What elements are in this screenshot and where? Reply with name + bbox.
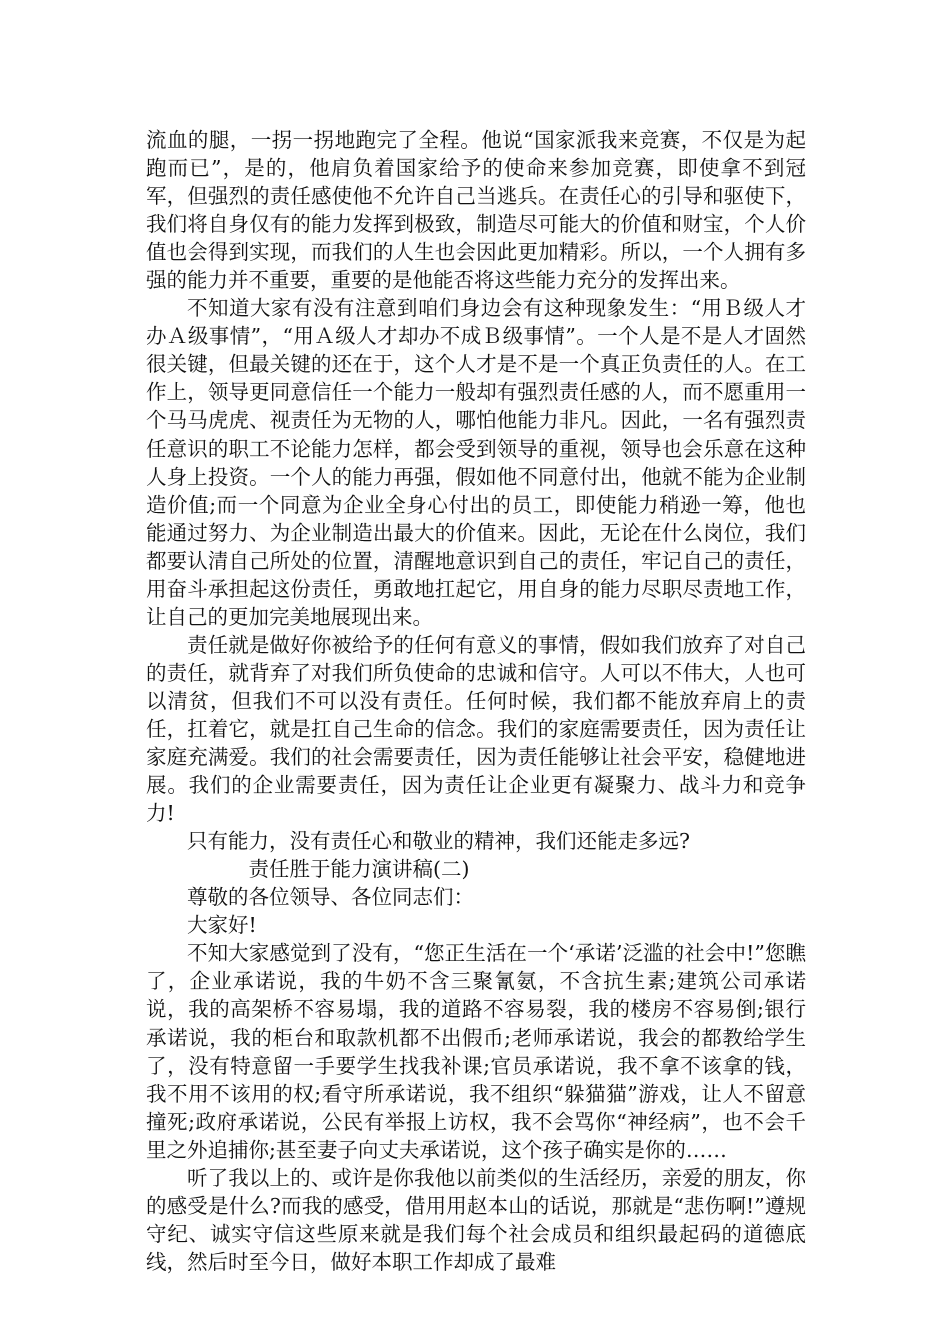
document-page xyxy=(146,126,806,1276)
paragraph: 不知大家感觉到了没有，“您正生活在一个‘承诺’泛滥的社会中!”您瞧了，企业承诺说，我的牛奶不含三聚氰氨，不含抗生素;建筑公司承诺说，我的高架桥不容易塌，我的道路不容易裂，我的楼房不容易倒;银行承诺说，我的柜台和取款机都不出假币;老师承诺说，我会的都教给学生了，没有特意留一手要学生找我补课;官员承诺说，我不拿不该拿的钱，我不用不该用的权;看守所承诺说，我不组织“躲猫猫”游戏，让人不留意撞死;政府承诺说，公民有举报上访权，我不会骂你“神经病”，也不会千里之外追捕你;甚至妻子向丈夫承诺说，这个孩子确实是你的…… xyxy=(146,941,806,1162)
paragraph: 不知道大家有没有注意到咱们身边会有这种现象发生：“用Ｂ级人才办Ａ级事情”，“用Ａ级人才却办不成Ｂ级事情”。一个人是不是人才固然很关键，但最关键的还在于，这个人才是不是一个真正负责任的人。在工作上，领导更同意信任一个能力一般却有强烈责任感的人，而不愿重用一个马马虎虎、视责任为无物的人，哪怕他能力非凡。因此，一名有强烈责任意识的职工不论能力怎样，都会受到领导的重视，领导也会乐意在这种人身上投资。一个人的能力再强，假如他不同意付出，他就不能为企业制造价值;而一个同意为企业全身心付出的员工，即使能力稍逊一筹，他也能通过努力、为企业制造出最大的价值来。因此，无论在什么岗位，我们都要认清自己所处的位置，清醒地意识到自己的责任，牢记自己的责任，用奋斗承担起这份责任，勇敢地扛起它，用自身的能力尽职尽责地工作，让自己的更加完美地展现出来。 xyxy=(146,296,806,629)
paragraph: 听了我以上的、或许是你我他以前类似的生活经历，亲爱的朋友，你的感受是什么?而我的感受，借用用赵本山的话说，那就是“悲伤啊!”遵规守纪、诚实守信这些原来就是我们每个社会成员和组织最起码的道德底线，然后时至今日，做好本职工作却成了最难 xyxy=(146,1165,806,1274)
section-title: 责任胜于能力演讲稿(二) xyxy=(248,857,470,882)
salutation: 尊敬的各位领导、各位同志们： xyxy=(187,885,474,910)
paragraph: 责任就是做好你被给予的任何有意义的事情，假如我们放弃了对自己的责任，就背弃了对我们所负使命的忠诚和信守。人可以不伟大，人也可以清贫，但我们不可以没有责任。任何时候，我们都不能放弃肩上的责任，扛着它，就是扛自己生命的信念。我们的家庭需要责任，因为责任让家庭充满爱。我们的社会需要责任，因为责任能够让社会平安，稳健地进展。我们的企业需要责任，因为责任让企业更有凝聚力、战斗力和竞争力! xyxy=(146,632,806,826)
greeting: 大家好! xyxy=(187,913,257,938)
paragraph: 只有能力，没有责任心和敬业的精神，我们还能走多远? xyxy=(187,829,690,854)
paragraph: 流血的腿，一拐一拐地跑完了全程。他说“国家派我来竞赛，不仅是为起跑而已”，是的，他肩负着国家给予的使命来参加竞赛，即使拿不到冠军，但强烈的责任感使他不允许自己当逃兵。在责任心的引导和驱使下，我们将自身仅有的能力发挥到极致，制造尽可能大的价值和财宝，个人价值也会得到实现，而我们的人生也会因此更加精彩。所以，一个人拥有多强的能力并不重要，重要的是他能否将这些能力充分的发挥出来。 xyxy=(146,128,806,293)
